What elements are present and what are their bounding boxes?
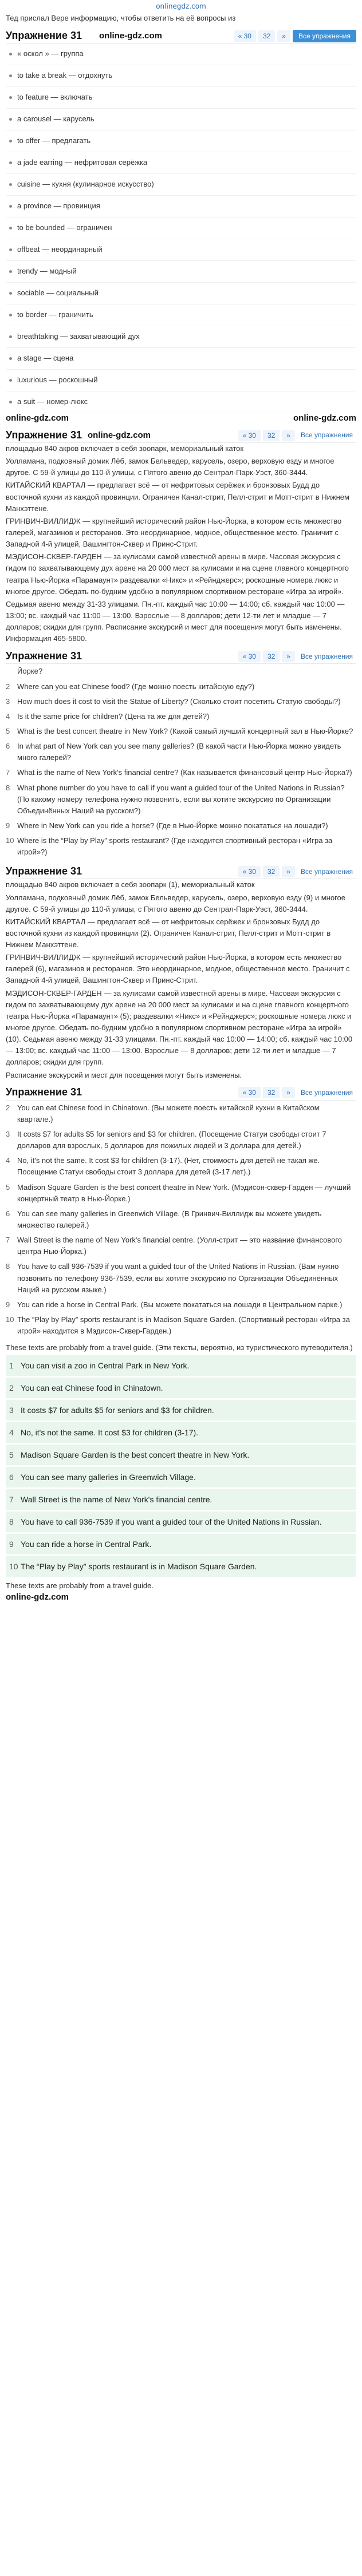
next-arrow-button[interactable]: » — [282, 651, 295, 662]
all-exercises-button[interactable]: Все упражнения — [293, 30, 356, 42]
exercise-header — [6, 1086, 356, 1101]
exercise-nav — [238, 430, 356, 441]
list-item — [6, 1400, 356, 1420]
item-text: Is it the same price for children? (Цена та же для детей?) — [17, 711, 210, 721]
vocab-item: sociable — социальный — [6, 283, 356, 304]
exercise-title: Упражнение 31 — [6, 1086, 82, 1098]
watermark: online-gdz.com — [88, 430, 151, 440]
vocab-item: breathtaking — захватывающий дух — [6, 326, 356, 348]
item-number: 5 — [9, 1450, 14, 1459]
list-item — [6, 818, 356, 833]
translation-text — [6, 879, 356, 1081]
prev-exercise-button[interactable]: « 30 — [238, 1087, 261, 1098]
item-text: You have to call 936-7539 if you want a guided tour of the United Nations in Russian. — [21, 1517, 322, 1526]
item-text: Where in New York can you ride a horse? (Где в Нью-Йорке можно покататься на лошади?) — [17, 821, 328, 830]
item-number: 8 — [6, 783, 10, 792]
list-item — [6, 1297, 356, 1312]
item-text: The “Play by Play” sports restaurant is in Madison Square Garden. (Спортивный ресторан «Игра за игрой» находится в Мэдисон-Сквер-Гарден.) — [17, 1315, 350, 1336]
item-text: What phone number do you have to call if you want a guided tour of the United Nations in Russian? (По какому номеру телефона нужно позвонить, если вы хотите экскурсию по Организации Объединённых Наций на русском?) — [17, 783, 345, 815]
item-number — [6, 666, 17, 677]
paragraph: площадью 840 акров включает в себя зоопарк (1), мемориальный каток — [6, 880, 255, 889]
item-text: Wall Street is the name of New York's financial centre. (Уолл-стрит — это название финансового центра Нью-Йорка.) — [17, 1236, 343, 1256]
list-item — [6, 694, 356, 709]
item-number: 7 — [9, 1494, 14, 1504]
item-number: 10 — [6, 1315, 14, 1324]
note-text: These texts are probably from a travel guide. — [6, 1581, 154, 1590]
list-item — [6, 1127, 356, 1153]
item-text: You can eat Chinese food in Chinatown. — [21, 1383, 163, 1392]
paragraph: Расписание экскурсий и мест для посещения могут быть изменены. — [6, 1070, 242, 1079]
vocab-item: to take a break — отдохнуть — [6, 65, 356, 87]
list-item — [6, 1101, 356, 1127]
section-questions — [6, 649, 356, 860]
next-arrow-button[interactable]: » — [277, 30, 290, 42]
list-item — [6, 1153, 356, 1180]
exercise-title: Упражнение 31 — [6, 429, 82, 441]
paragraph: КИТАЙСКИЙ КВАРТАЛ — предлагает всё — от нефритовых серёжек и бронзовых Будд до восточной кухни из каждой провинции. Ограничен Канал-стрит, Пелл-стрит и Мотт-стрит в Нижнем Манхэттене. — [6, 481, 349, 513]
list-item — [6, 1422, 356, 1443]
next-arrow-button[interactable]: » — [282, 1087, 295, 1098]
list-item — [6, 739, 356, 765]
item-text: What is the name of New York's financial centre? (Как называется финансовый центр Нью-Йорка?) — [17, 768, 352, 777]
list-item — [6, 1445, 356, 1465]
item-number: 7 — [6, 1236, 10, 1245]
item-number: 6 — [6, 742, 10, 751]
item-number: 5 — [6, 726, 10, 735]
item-text: No, it's not the same. It cost $3 for children (3-17). (Нет, стоимость для детей не такая же. Посещение Статуи свободы стоит 3 доллара для детей (3-17 лет).) — [17, 1156, 320, 1177]
vocab-item: trendy — модный — [6, 261, 356, 283]
vocab-item: a suit — номер-люкс — [6, 391, 356, 413]
list-item — [6, 1312, 356, 1339]
list-item — [6, 724, 356, 739]
item-text: It costs $7 for adults $5 for seniors and $3 for children. (Посещение Статуи свободы стоит 7 долларов для взрослых, 5 долларов для пожилых людей и 3 доллара для детей.) — [17, 1130, 326, 1150]
item-text: It costs $7 for adults $5 for seniors and $3 for children. — [21, 1405, 214, 1415]
paragraph: МЭДИСОН-СКВЕР-ГАРДЕН — за кулисами самой известной арены в мире. Часовая экскурсия с гидом по захватывающему дух арене на 20 000 мест за кулисами и на сцене главного концертного театра Нью-Йорка «Парамаунт» (5); раздевалки «Никс» и «Рейнджерс»; роскошные номера люкс и многое другое. Обедать по-будним удобно в популярном спортивном ресторане «Игра за игрой» (10). Седьмая авеню между 31-33 улицами. Пн.-пт. каждый час 10:00 — 14:00; сб. каждый час 10:00 — 13:00; вс. каждый час 11:00 — 13:00. Взрослые — 8 долларов; дети 12-ти лет и младше — 7 долларов; скидки для групп. — [6, 988, 353, 1067]
watermark-row — [6, 1592, 356, 1602]
prev-exercise-button[interactable]: « 30 — [234, 30, 256, 42]
item-number: 3 — [9, 1405, 14, 1415]
exercise-header — [6, 29, 356, 43]
item-text: No, it's not the same. It cost $3 for children (3-17). — [21, 1427, 199, 1437]
vocab-list — [6, 43, 356, 413]
vocab-item: cuisine — кухня (кулинарное искусство) — [6, 174, 356, 196]
vocab-item: « оскол » — группа — [6, 43, 356, 65]
watermark: online-gdz.com — [6, 1592, 69, 1602]
item-text: You can eat Chinese food in Chinatown. (Вы можете поесть китайской кухни в Китайском квартале.) — [17, 1103, 320, 1123]
prev-exercise-button[interactable]: « 30 — [238, 651, 261, 662]
list-item — [6, 1467, 356, 1487]
section-vocab — [6, 29, 356, 424]
paragraph: ГРИНВИЧ-ВИЛЛИДЖ — крупнейший исторический район Нью-Йорка, в котором есть множество галерей (6), магазинов и ресторанов. Это неординарное, модное, общественное место. Граничит с Западной 4-й улицей, Вашингтон-Сквер и Принс-Стрит. — [6, 953, 350, 985]
exercise-nav — [234, 30, 356, 42]
watermark: online-gdz.com — [293, 413, 356, 424]
next-exercise-button[interactable]: 32 — [263, 651, 280, 662]
item-text: You have to call 936-7539 if you want a guided tour of the United Nations in Russian. (Вам нужно позвонить по телефону 936-7539, если вы хотите экскурсию по Организации Объединённых Наций на русском языке.) — [17, 1262, 339, 1294]
item-number: 2 — [6, 1103, 10, 1112]
section-answers — [6, 1086, 356, 1602]
item-text: Where can you eat Chinese food? (Где можно поесть китайскую еду?) — [17, 682, 255, 691]
paragraph: КИТАЙСКИЙ КВАРТАЛ — предлагает всё — от нефритовых серёжек и бронзовых Будд до восточной кухни из каждой провинции (2). Ограничен Канал-стрит, Пелл-стрит и Мотт-стрит в Нижнем Манхэттене. — [6, 917, 331, 949]
list-item — [6, 765, 356, 780]
item-text: Madison Square Garden is the best concert theatre in New York. — [21, 1450, 250, 1459]
exercise-header — [6, 864, 356, 879]
item-number: 3 — [6, 697, 10, 706]
item-text: Йорке? — [17, 667, 43, 676]
paragraph: Уолламана, подковный домик Лёб, замок Бельведер, карусель, озеро, верховую езду и многое другое. С 59-й улицы до 110-й улицы, с Пятого авеню до Сентрал-Парк-Уэст, 360-3444. — [6, 457, 335, 477]
list-item — [6, 664, 356, 679]
exercise-header — [6, 428, 356, 443]
paragraph: площадью 840 акров включает в себя зоопарк, мемориальный каток — [6, 444, 244, 453]
exercise-title: Упражнение 31 — [6, 29, 82, 41]
item-number: 2 — [6, 682, 10, 691]
item-text: In what part of New York can you see many galleries? (В какой части Нью-Йорка можно увидеть много галерей? — [17, 742, 341, 762]
item-number: 5 — [6, 1182, 10, 1192]
item-number: 1 — [9, 1360, 14, 1370]
item-number: 2 — [9, 1383, 14, 1392]
vocab-item: a stage — сцена — [6, 348, 356, 370]
paragraph: Уолламана, подковный домик Лёб, замок Бельведер, карусель, озеро, верховую езду (9) и многое другое. С 59-й улицы до 110-й улицы, с Пятого авеню до Сентрал-Парк-Уэст, 360-3444. — [6, 893, 345, 913]
vocab-item: to be bounded — ограничен — [6, 217, 356, 239]
exercise-header — [6, 649, 356, 664]
exercise-nav — [238, 1087, 356, 1098]
item-text: You can see many galleries in Greenwich Village. — [21, 1472, 196, 1482]
item-number: 4 — [9, 1427, 14, 1437]
answers-highlight-list — [6, 1355, 356, 1577]
vocab-item: to border — граничить — [6, 304, 356, 326]
note-text: These texts are probably from a travel guide. (Эти тексты, вероятно, из туристического путеводителя.) — [6, 1343, 353, 1352]
item-number: 6 — [6, 1209, 10, 1218]
list-item — [6, 833, 356, 860]
item-number: 9 — [6, 821, 10, 830]
watermark: online-gdz.com — [99, 30, 163, 41]
all-exercises-link[interactable]: Все упражнения — [300, 652, 353, 660]
intro-text: Тед прислал Вере информацию, чтобы ответить на её вопросы из — [6, 14, 236, 22]
item-number: 9 — [9, 1539, 14, 1549]
item-text: Wall Street is the name of New York's financial centre. — [21, 1494, 213, 1504]
item-number: 7 — [6, 768, 10, 777]
vocab-item: to feature — включать — [6, 87, 356, 109]
item-number: 3 — [6, 1130, 10, 1139]
item-number: 10 — [9, 1561, 18, 1571]
item-text: You can see many galleries in Greenwich Village. (В Гринвич-Виллидж вы можете увидеть множество галерей.) — [17, 1209, 322, 1230]
exercise-nav — [238, 651, 356, 662]
item-text: You can ride a horse in Central Park. (Вы можете покататься на лошади в Центральном парке.) — [17, 1300, 343, 1309]
item-text: You can visit a zoo in Central Park in New York. — [21, 1360, 190, 1370]
vocab-item: a carousel — карусель — [6, 109, 356, 130]
all-exercises-link[interactable]: Все упражнения — [300, 1088, 353, 1097]
item-number: 9 — [6, 1300, 10, 1309]
list-item — [6, 1511, 356, 1532]
list-item — [6, 1233, 356, 1259]
vocab-item: offbeat — неординарный — [6, 239, 356, 261]
item-text: The “Play by Play” sports restaurant is in Madison Square Garden. — [21, 1561, 257, 1571]
list-item — [6, 679, 356, 694]
item-number: 8 — [9, 1517, 14, 1526]
item-text: What is the best concert theatre in New York? (Какой самый лучший концертный зал в Нью-Йорке? — [17, 726, 353, 735]
item-number: 4 — [6, 1156, 10, 1165]
item-number: 4 — [6, 711, 10, 721]
site-logo[interactable]: onlinegdz.com — [156, 2, 206, 10]
list-item — [6, 1206, 356, 1233]
next-exercise-button[interactable]: 32 — [263, 430, 280, 441]
section-translation-1 — [6, 428, 356, 644]
list-item — [6, 1556, 356, 1577]
translation-text — [6, 443, 356, 644]
next-arrow-button[interactable]: » — [282, 430, 295, 441]
exercise-title: Упражнение 31 — [6, 650, 82, 662]
item-number: 8 — [6, 1262, 10, 1271]
prev-exercise-button[interactable]: « 30 — [238, 430, 261, 441]
exercise-title: Упражнение 31 — [6, 865, 82, 877]
list-item — [6, 1355, 356, 1376]
vocab-item: to offer — предлагать — [6, 130, 356, 152]
next-exercise-button[interactable]: 32 — [263, 866, 280, 877]
exercise-nav — [238, 866, 356, 877]
item-text: You can ride a horse in Central Park. — [21, 1539, 152, 1549]
watermark: online-gdz.com — [6, 413, 69, 424]
all-exercises-link[interactable]: Все упражнения — [300, 867, 353, 876]
questions-list — [6, 664, 356, 860]
list-item — [6, 1534, 356, 1554]
watermark-row — [6, 413, 356, 424]
item-number: 10 — [6, 836, 14, 845]
next-exercise-button[interactable]: 32 — [258, 30, 275, 42]
list-item — [6, 1180, 356, 1206]
paragraph: ГРИНВИЧ-ВИЛЛИДЖ — крупнейший исторический район Нью-Йорка, в котором есть множество галерей, магазинов и ресторанов. Это неординарное, модное, общественное место. Граничит с Западной 4-й улицей, Вашингтон-Сквер и Принс-Стрит. — [6, 516, 342, 549]
list-item — [6, 1259, 356, 1297]
vocab-item: luxurious — роскошный — [6, 370, 356, 391]
item-text: Where is the “Play by Play” sports restaurant? (Где находится спортивный ресторан «Игра за игрой»?) — [17, 836, 333, 857]
item-number: 6 — [9, 1472, 14, 1482]
all-exercises-link[interactable]: Все упражнения — [300, 431, 353, 440]
list-item — [6, 1489, 356, 1510]
list-item — [6, 709, 356, 724]
next-exercise-button[interactable]: 32 — [263, 1087, 280, 1098]
vocab-item: a jade earring — нефритовая серёжка — [6, 152, 356, 174]
vocab-item: a province — провинция — [6, 196, 356, 217]
list-item — [6, 1378, 356, 1398]
prev-exercise-button[interactable]: « 30 — [238, 866, 261, 877]
answers-list — [6, 1101, 356, 1339]
section-translation-2 — [6, 864, 356, 1081]
next-arrow-button[interactable]: » — [282, 866, 295, 877]
item-text: Madison Square Garden is the best concert theatre in New York. (Мэдисон-сквер-Гарден — лучший концертный театр в Нью-Йорке.) — [17, 1182, 351, 1203]
paragraph: МЭДИСОН-СКВЕР-ГАРДЕН — за кулисами самой известной арены в мире. Часовая экскурсия с гидом по захватывающему дух арене на 20 000 мест за кулисами и на сцене главного концертного театра Нью-Йорка «Парамаунт» раздевалки «Никс» и «Рейнджерс»; роскошные номера люкс и многое другое. Обедать по-будним удобно в популярном спортивном ресторане «Игра за игрой». — [6, 552, 349, 596]
list-item — [6, 781, 356, 818]
paragraph: Седьмая авеню между 31-33 улицами. Пн.-пт. каждый час 10:00 — 14:00; сб. каждый час 10:00 — 13:00; вс. каждый час 11:00 — 13:00. Взрослые — 8 долларов; дети 12-ти лет и младше — 7 долларов; скидки для групп. Расписание экскурсий и мест для посещения могут быть изменены. Информация 465-5800. — [6, 599, 345, 643]
item-text: How much does it cost to visit the Statue of Liberty? (Сколько стоит посетить Статую свободы?) — [17, 697, 341, 706]
